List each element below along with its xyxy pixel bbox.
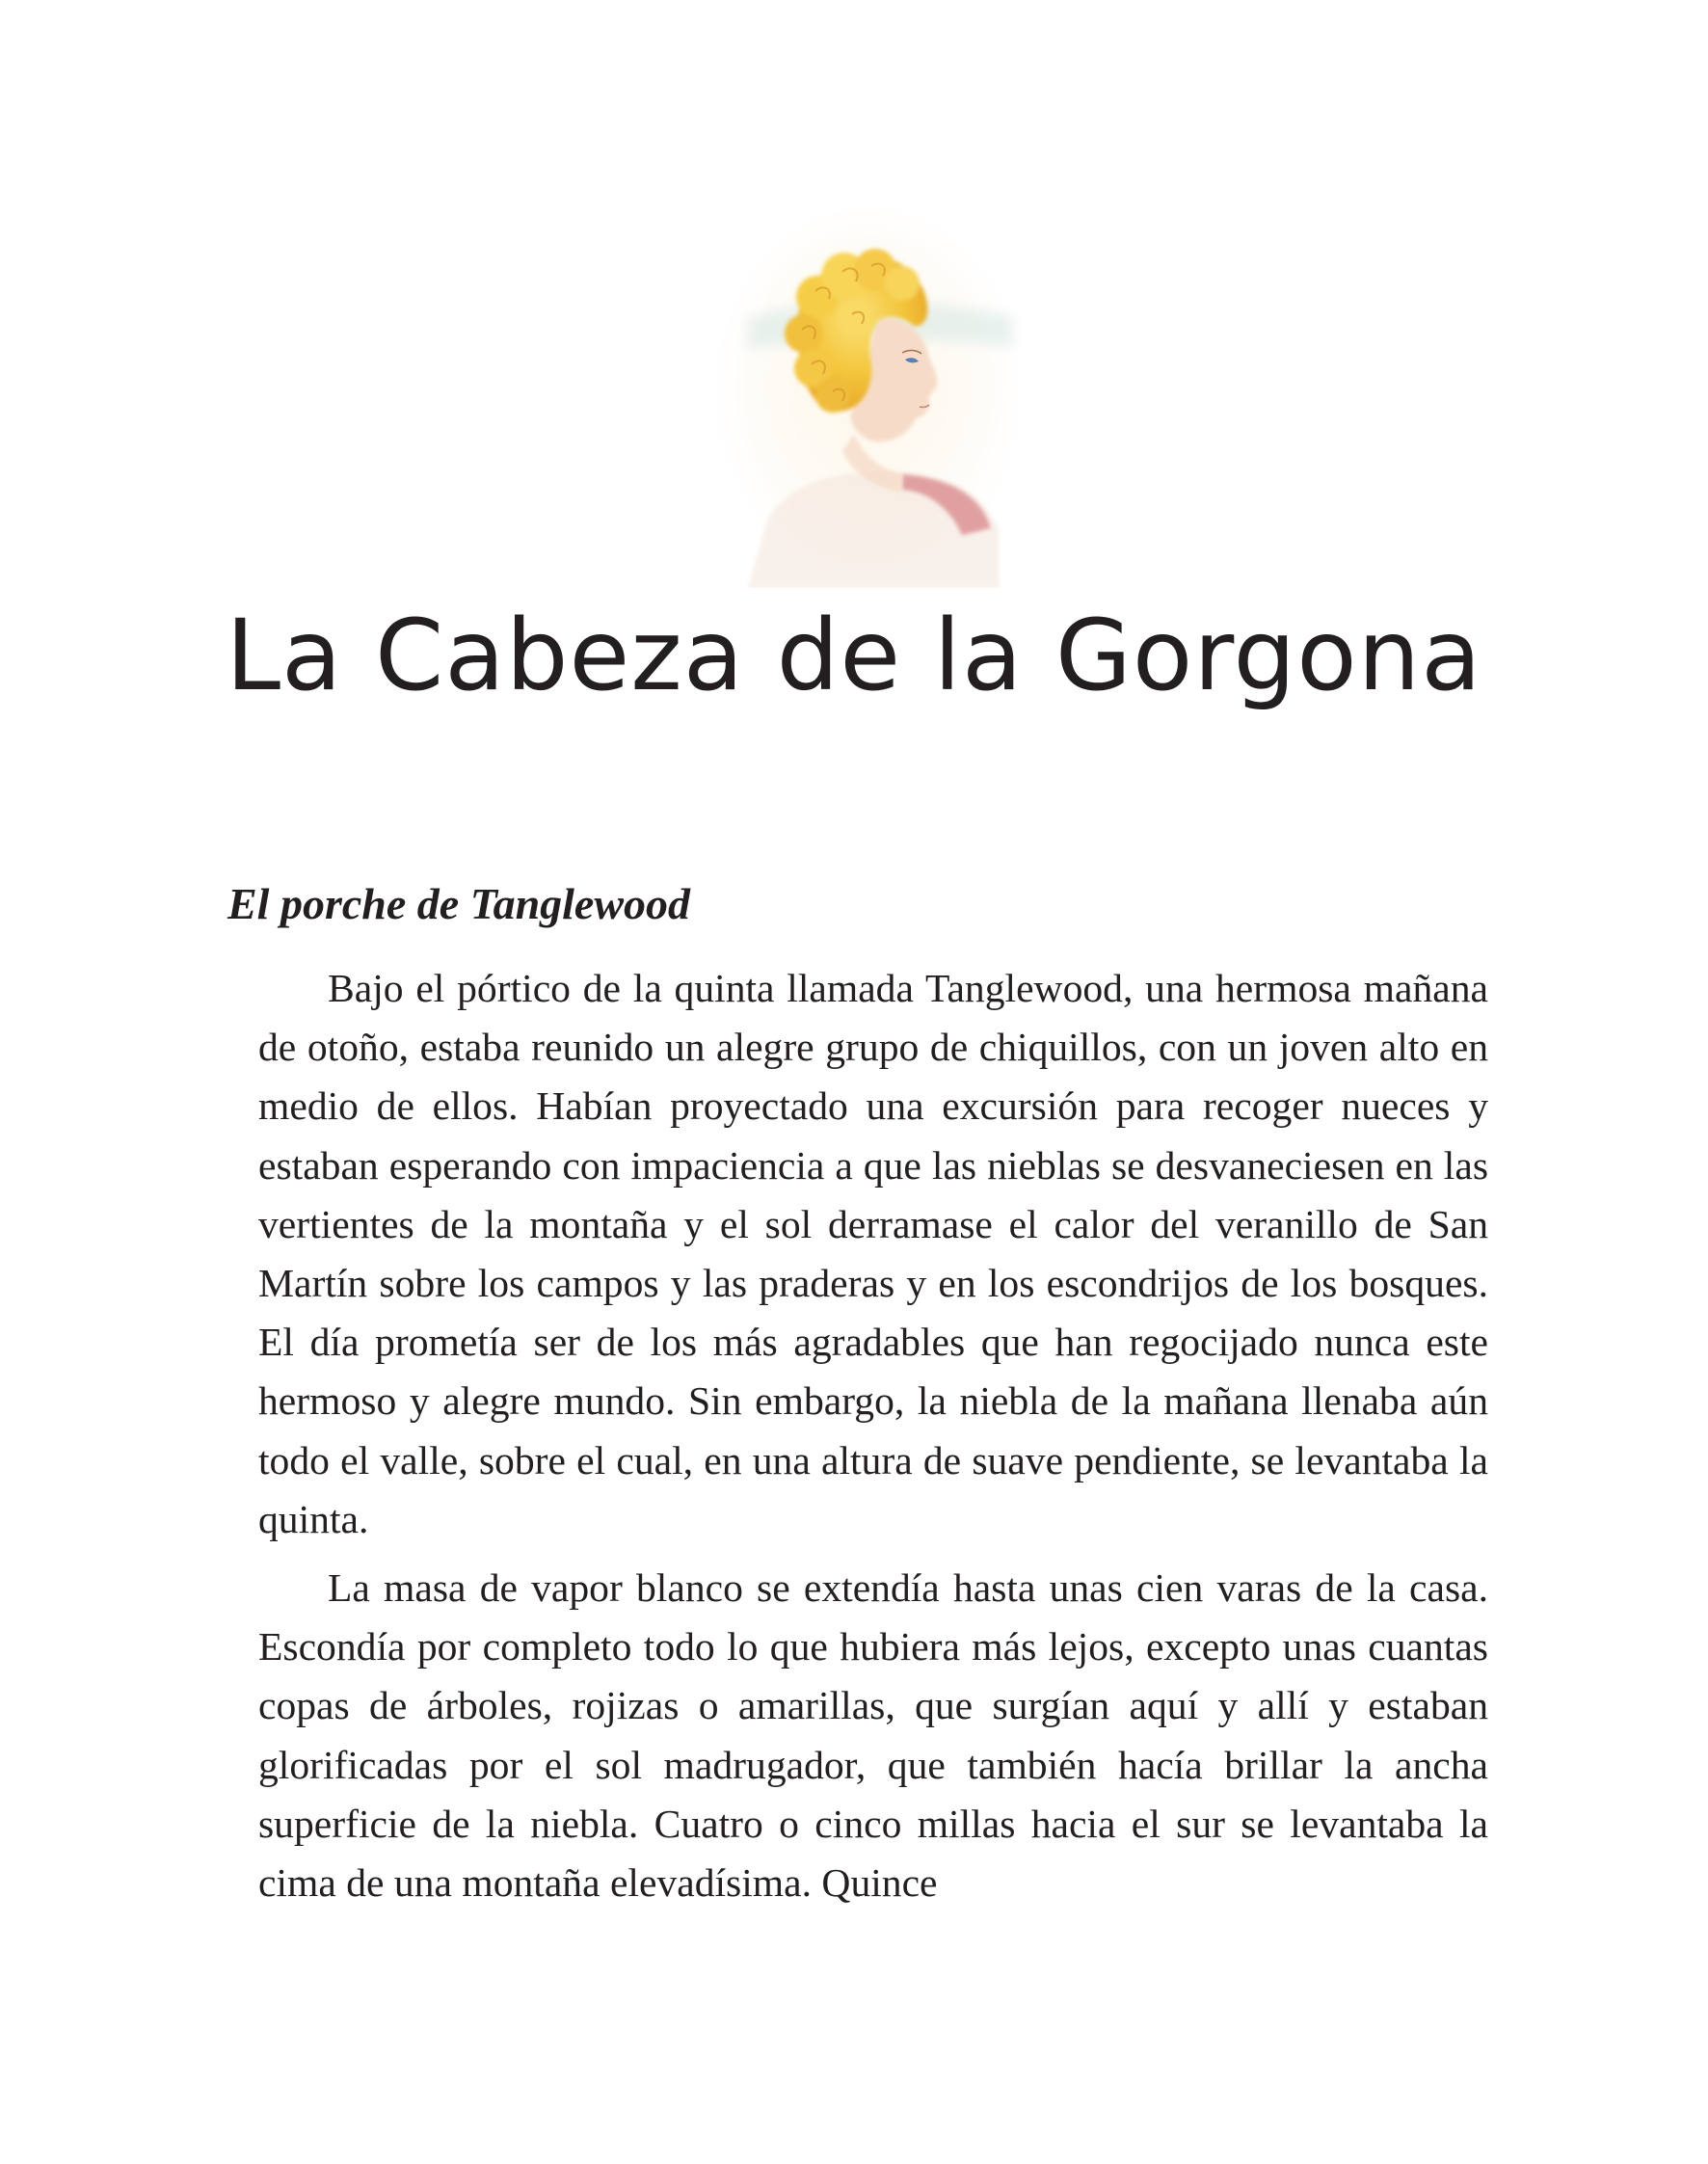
chapter-title: La Cabeza de la Gorgona	[226, 599, 1482, 713]
watercolor-boy-portrait-icon	[709, 202, 1027, 588]
chapter-illustration	[709, 202, 1027, 588]
paragraph: La masa de vapor blanco se extendía hasta unas cien varas de la casa. Escondía por completo todo lo que hubiera más lejos, excepto unas cuantas copas de árboles, rojizas o amarillas, que surgían aquí y allí y estaban glorificadas por el sol madrugador, que también hacía brillar la ancha superficie de la niebla. Cuatro o cinco millas hacia el sur se levantaba la cima de una montaña elevadísima. Quince	[258, 1565, 1488, 1906]
body-text	[258, 959, 1488, 1922]
paragraph: Bajo el pórtico de la quinta llamada Tanglewood, una hermosa mañana de otoño, estaba reunido un alegre grupo de chiquillos, con un joven alto en medio de ellos. Habían proyectado una excursión para recoger nueces y estaban esperando con impaciencia a que las nieblas se desvaneciesen en las vertientes de la montaña y el sol derramase el calor del veranillo de San Martín sobre los campos y las praderas y en los escondrijos de los bosques. El día prometía ser de los más agradables que han regocijado nunca este hermoso y alegre mundo. Sin embargo, la niebla de la mañana llenaba aún todo el valle, sobre el cual, en una altura de suave pendiente, se levantaba la quinta.	[258, 966, 1488, 1541]
section-heading: El porche de Tanglewood	[227, 879, 691, 928]
